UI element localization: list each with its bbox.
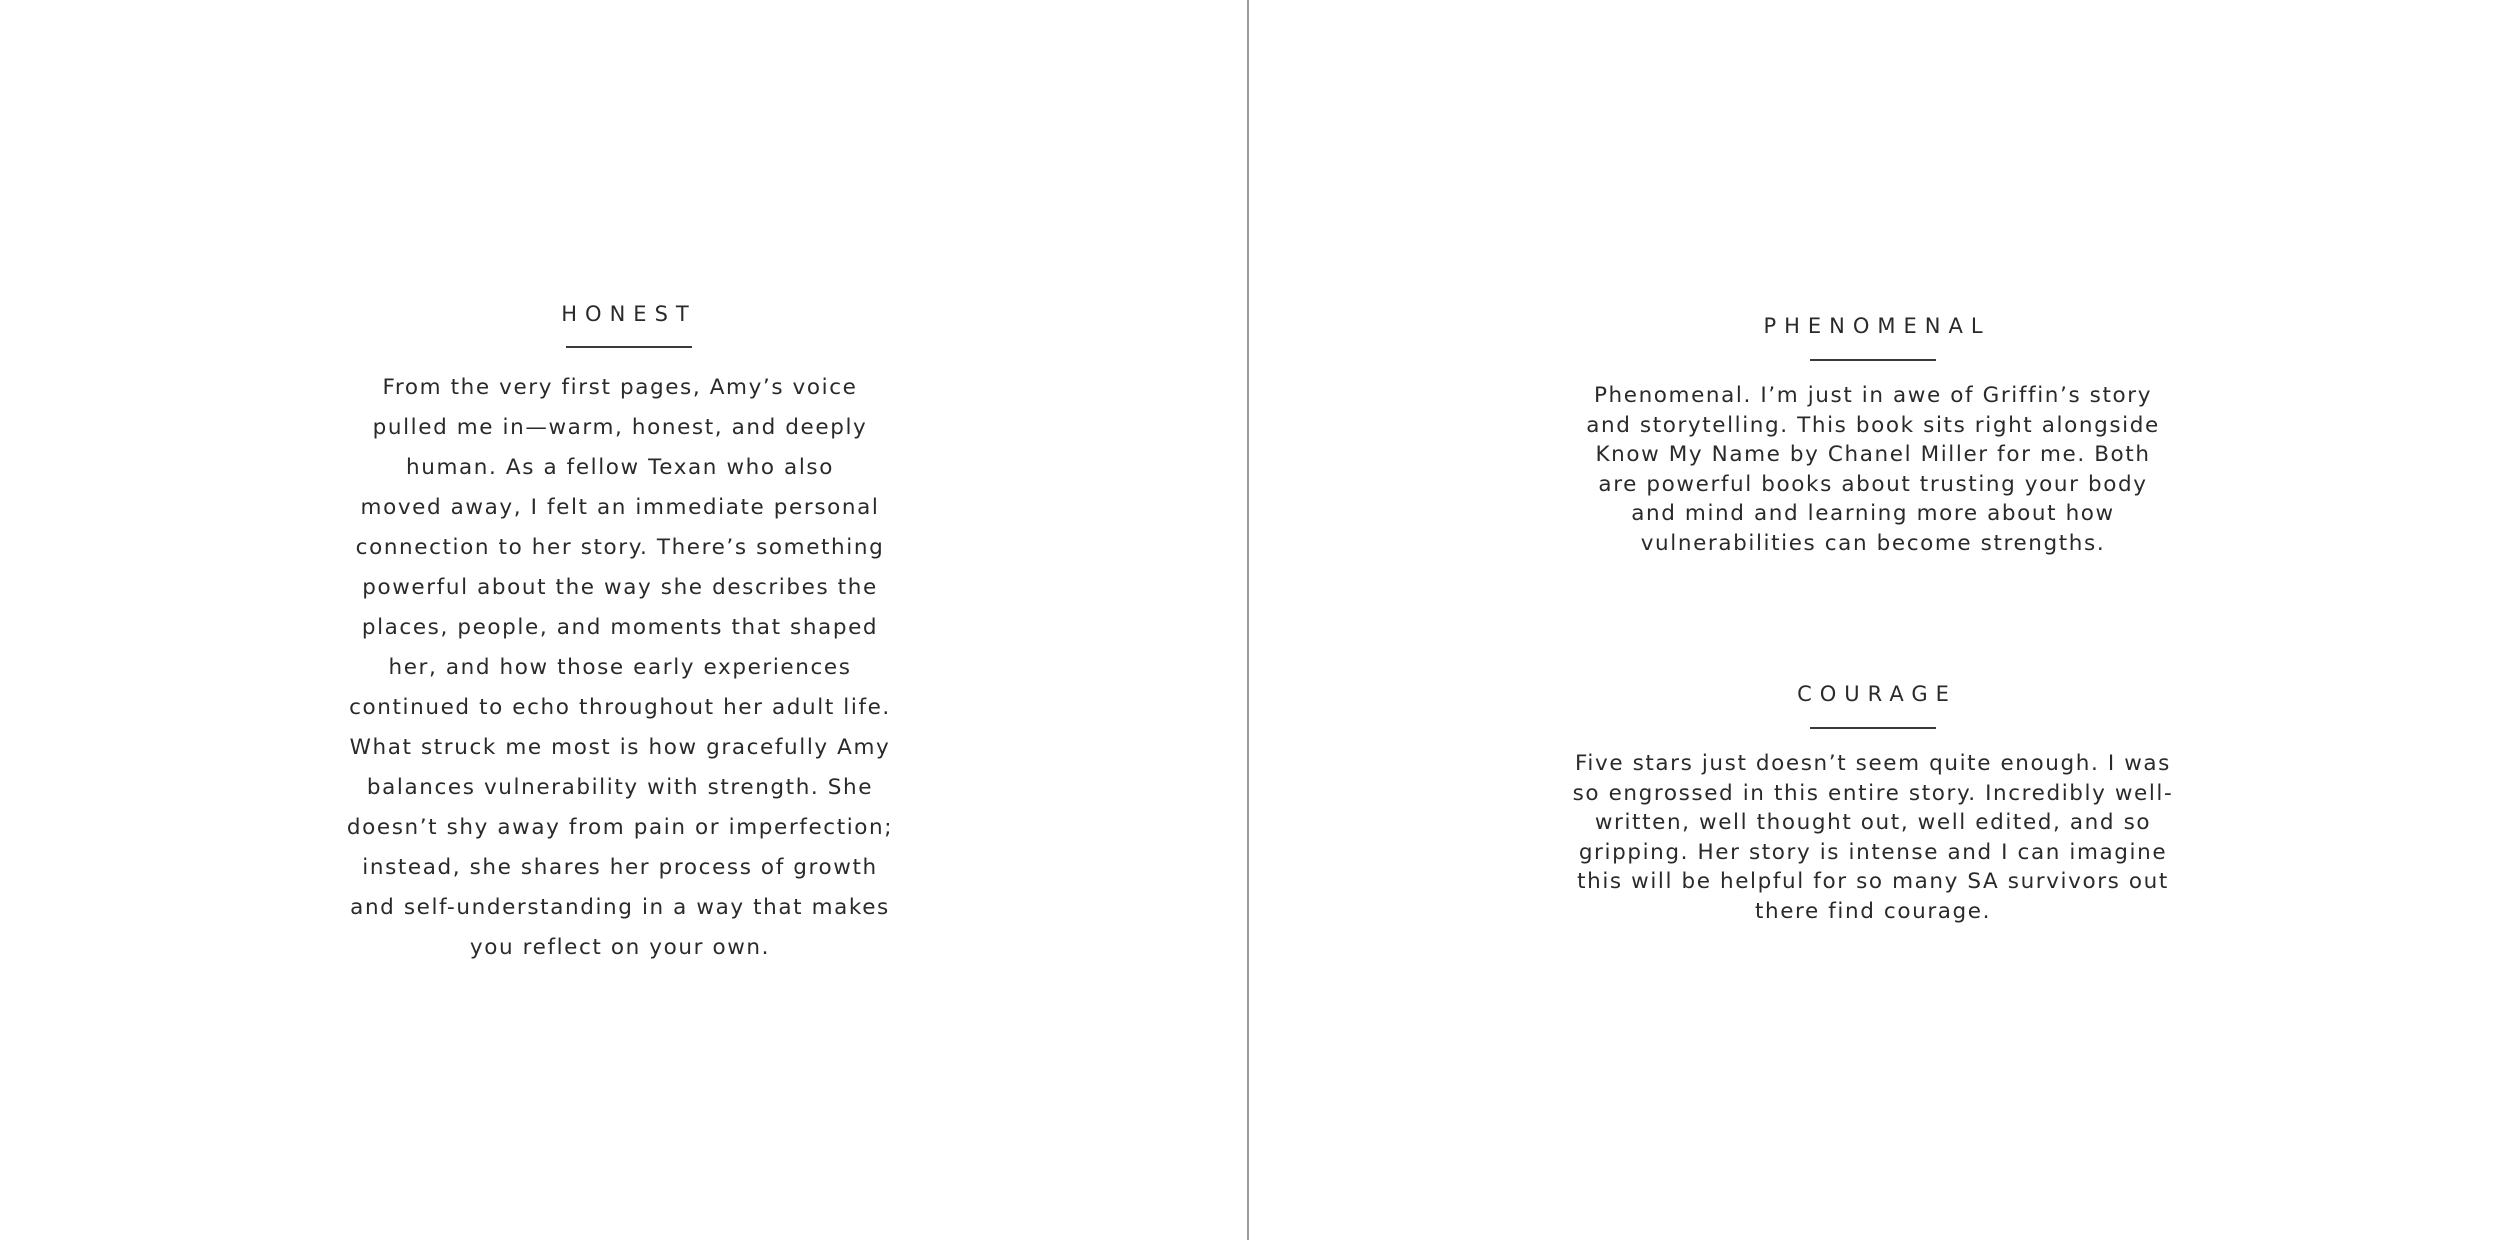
review-heading: COURAGE: [1797, 682, 1957, 706]
review-courage: [1548, 682, 2198, 927]
review-text: Five stars just doesn’t seem quite enough. I was so engrossed in this entire story. Incredibly well- written, well thought out, well edited, and so gripping. Her story is intense and I can imagine this will be helpful for so many SA survivors out there find courage.: [1572, 751, 2174, 924]
review-text: From the very first pages, Amy’s voice pulled me in—warm, honest, and deeply human. As a fellow Texan who also moved away, I felt an immediate personal connection to her story. There’s something powerful about the way she describes the places, people, and moments that shaped her, and how those early experiences continued to echo throughout her adult life. What struck me most is how gracefully Amy balances vulnerability with strength. She doesn’t shy away from pain or imperfection; instead, she shares her process of growth and self-understanding in a way that makes you reflect on your own.: [346, 375, 894, 960]
heading-underline: [1810, 359, 1936, 361]
heading-underline: [1810, 727, 1936, 729]
review-heading: PHENOMENAL: [1763, 314, 1991, 338]
review-text: Phenomenal. I’m just in awe of Griffin’s story and storytelling. This book sits right alongside Know My Name by Chanel Miller for me. Both are powerful books about trusting your body and mind and learning more about how vulnerabilities can become strengths.: [1586, 383, 2160, 556]
page-divider: [1247, 0, 1249, 1240]
review-heading: HONEST: [561, 302, 697, 326]
heading-underline: [566, 346, 692, 348]
review-phenomenal: [1548, 314, 2198, 559]
review-honest: [300, 302, 940, 968]
